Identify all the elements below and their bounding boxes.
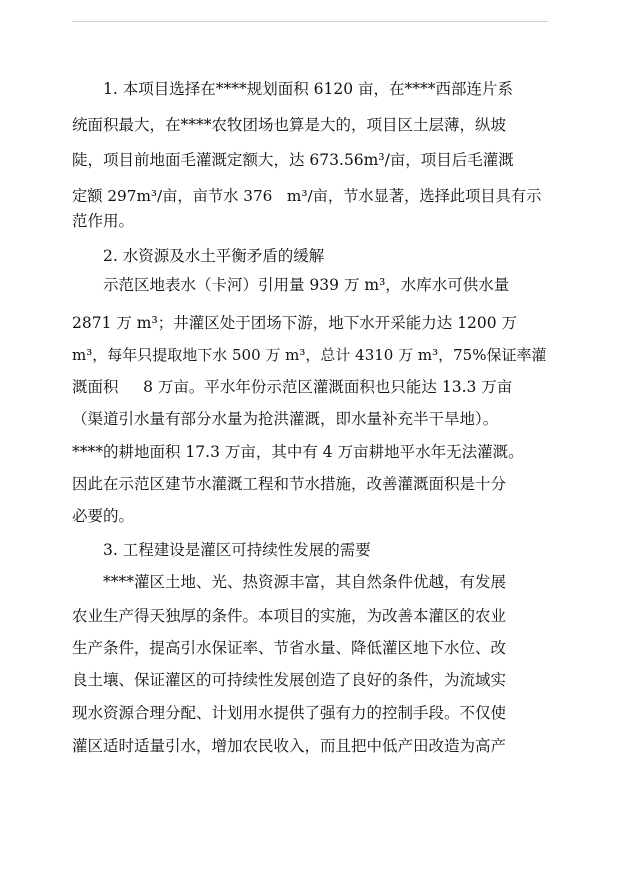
text-line: 统面积最大，在****农牧团场也算是大的，项目区土层薄，纵坡	[72, 116, 507, 134]
text-line: 现水资源合理分配、计划用水提供了强有力的控制手段。不仅使	[72, 704, 507, 722]
text-line: 定额 297m³/亩，亩节水 376 m³/亩，节水显著，选择此项目具有示	[72, 187, 542, 205]
text-line: ****灌区土地、光、热资源丰富，其自然条件优越，有发展	[103, 573, 507, 591]
text-line: 因此在示范区建节水灌溉工程和节水措施，改善灌溉面积是十分	[72, 475, 507, 493]
text-line: 示范区地表水（卡河）引用量 939 万 m³，水库水可供水量	[103, 276, 510, 294]
text-line: （渠道引水量有部分水量为抢洪灌溉，即水量补充半干旱地）。	[72, 410, 499, 428]
text-line: 农业生产得天独厚的条件。本项目的实施，为改善本灌区的农业	[72, 607, 507, 625]
text-line: 灌区适时适量引水，增加农民收入，而且把中低产田改造为高产	[72, 737, 507, 755]
text-line: 良土壤、保证灌区的可持续性发展创造了良好的条件，为流域实	[72, 671, 507, 689]
text-line: 2871 万 m³；井灌区处于团场下游，地下水开采能力达 1200 万	[72, 314, 518, 332]
text-line: 生产条件，提高引水保证率、节省水量、降低灌区地下水位、改	[72, 639, 507, 657]
text-line: 1. 本项目选择在****规划面积 6120 亩，在****西部连片系	[103, 80, 514, 98]
text-line: 陡，项目前地面毛灌溉定额大，达 673.56m³/亩，项目后毛灌溉	[72, 151, 514, 169]
section-heading: 3. 工程建设是灌区可持续性发展的需要	[103, 541, 371, 559]
text-line: ****的耕地面积 17.3 万亩，其中有 4 万亩耕地平水年无法灌溉。	[72, 443, 524, 461]
text-line: 必要的。	[72, 507, 135, 525]
section-heading: 2. 水资源及水土平衡矛盾的缓解	[103, 247, 325, 265]
text-line: 溉面积 8 万亩。平水年份示范区灌溉面积也只能达 13.3 万亩	[72, 378, 513, 396]
text-line: m³，每年只提取地下水 500 万 m³，总计 4310 万 m³，75%保证率灌	[72, 346, 547, 364]
header-rule	[72, 21, 548, 22]
text-line: 范作用。	[72, 212, 135, 230]
